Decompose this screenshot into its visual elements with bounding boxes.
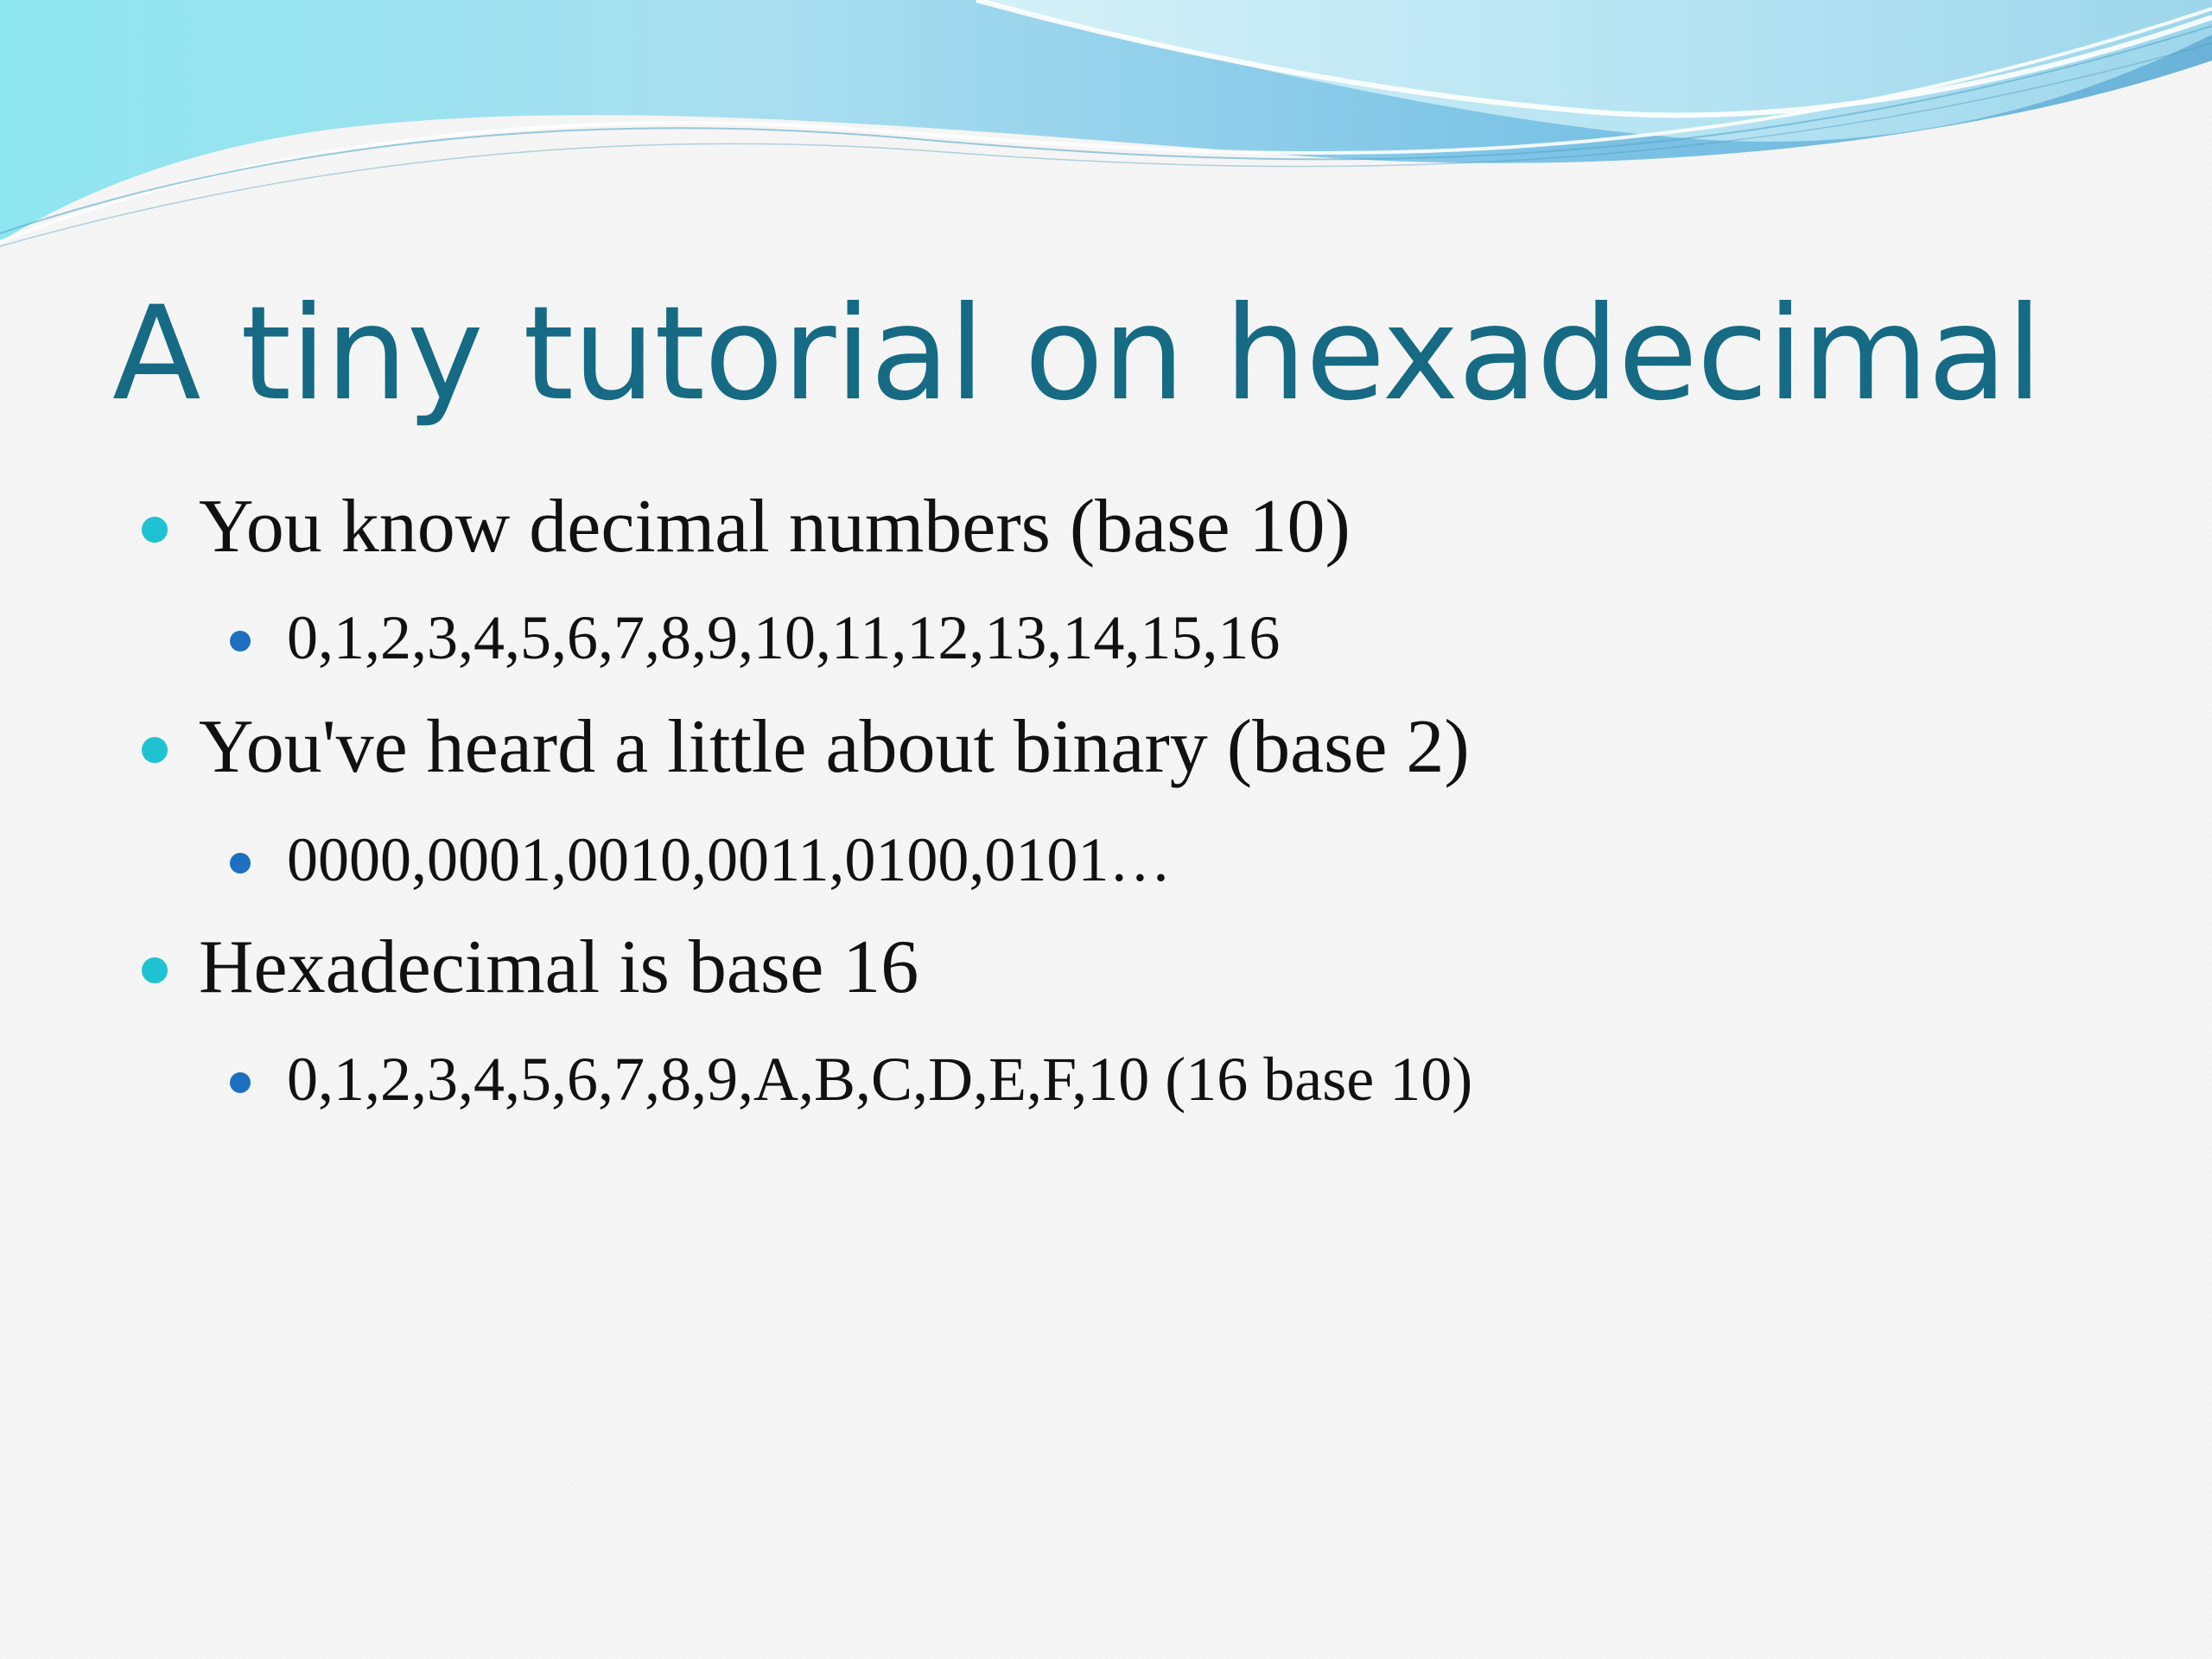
- bullet-dot-icon: [142, 957, 168, 983]
- bullet-dot-icon: [230, 853, 251, 874]
- slide-title: A tiny tutorial on hexadecimal: [112, 279, 2042, 429]
- bullet-text: 0000,0001,0010,0011,0100,0101…: [287, 825, 1172, 894]
- bullet-level1-item: [199, 925, 918, 1011]
- bullet-text: 0,1,2,3,4,5,6,7,8,9,A,B,C,D,E,F,10 (16 base 10): [287, 1045, 1473, 1114]
- bullet-text: You know decimal numbers (base 10): [199, 485, 1351, 569]
- bullet-level2-item: [287, 601, 1280, 674]
- header-wave-decoration: [0, 0, 2212, 259]
- bullet-dot-icon: [230, 1072, 251, 1093]
- bullet-text: 0,1,2,3,4,5,6,7,8,9,10,11,12,13,14,15,16: [287, 603, 1281, 672]
- bullet-level2-item: [287, 823, 1171, 896]
- bullet-dot-icon: [142, 517, 168, 543]
- bullet-dot-icon: [230, 631, 251, 652]
- bullet-level2-item: [287, 1043, 1472, 1116]
- bullet-dot-icon: [142, 737, 168, 763]
- bullet-text: Hexadecimal is base 16: [199, 925, 919, 1009]
- bullet-level1-item: [199, 704, 1470, 791]
- bullet-text: You've heard a little about binary (base 2): [199, 705, 1470, 789]
- bullet-level1-item: [199, 484, 1351, 570]
